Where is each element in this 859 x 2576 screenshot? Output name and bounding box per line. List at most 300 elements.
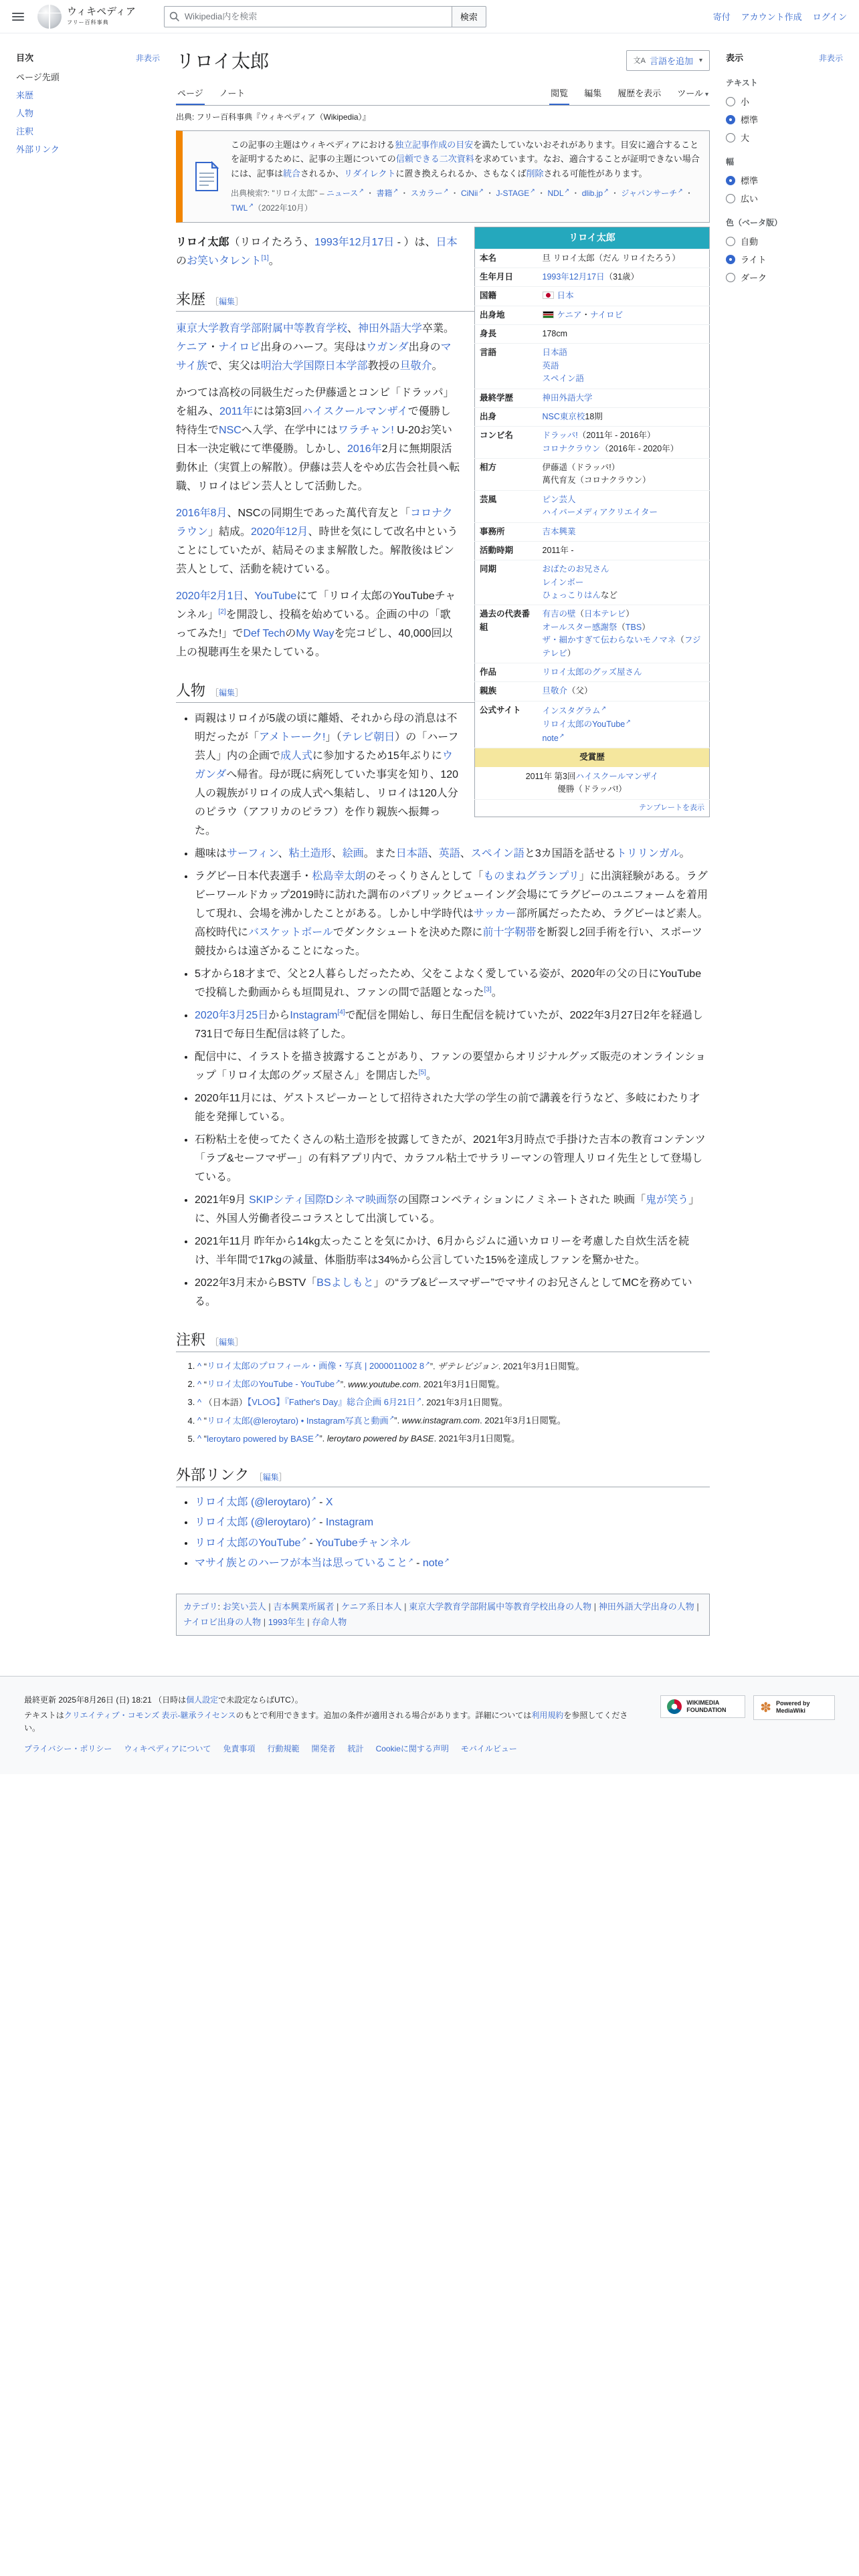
link[interactable]: テレビ朝日 (341, 731, 395, 743)
text: で、実父は (207, 360, 261, 372)
appearance-option[interactable] (726, 232, 843, 250)
toc-item[interactable]: 人物 (16, 108, 34, 118)
external-link[interactable]: ジャパンサーチ ↗ (621, 189, 682, 198)
appearance-option-label: 大 (741, 133, 750, 143)
mediawiki-logo-icon: ✽ (760, 1700, 771, 1715)
link[interactable]: ^ (197, 1379, 202, 1390)
text: 優勝（ドラッパ!） (557, 784, 627, 794)
infobox-value (538, 522, 710, 541)
text: ”. (319, 1433, 327, 1444)
appearance-option[interactable] (726, 268, 843, 286)
toc-item[interactable]: 注釈 (16, 126, 34, 136)
text: ・ (363, 189, 377, 199)
text: へ帰省。母が既に病死していた事実を知り、120人の親族がリロイの成人式へ集結し、リロイは120人分のピラウ（アフリカのピラフ）を作り親族へ振舞った。 (195, 768, 459, 837)
infobox (474, 227, 710, 818)
link[interactable]: Instagram (290, 1009, 338, 1021)
text: 5才から18才まで、父と2人暮らしだったため、父をこよなく愛している姿が、2020年の父の日にYouTubeで投稿した動画からも垣間見れ、ファンの間で話題となった (195, 968, 702, 998)
last-updated-line (24, 1694, 640, 1707)
link[interactable]: NSC東京校 (542, 411, 585, 421)
external-link[interactable]: リロイ太郎のプロフィール・画像・写真 | 2000011002 8 ↗ (207, 1361, 430, 1371)
chevron-down-icon: ▾ (698, 56, 702, 64)
text: 2021年9月 (195, 1194, 249, 1206)
link[interactable]: 日本 (436, 236, 458, 248)
text: を開設し、投稿を始めている。企画の中の「歌ってみた!」で (176, 609, 451, 639)
text: 2020年11月には、ゲストスピーカーとして招待された大学の学生の前で講義を行うなど、多岐にわたり才能を発揮している。 (195, 1092, 700, 1123)
list-item (195, 1006, 710, 1044)
external-link[interactable]: note ↗ (543, 734, 565, 743)
link[interactable]: YouTubeチャンネル (315, 1537, 411, 1549)
link[interactable]: ナイロビ (590, 310, 624, 320)
radio-button[interactable] (726, 133, 735, 142)
link[interactable]: バスケットボール (248, 926, 333, 938)
jp-flag-icon (543, 292, 554, 299)
text: の (176, 255, 187, 267)
external-link[interactable]: NDL ↗ (548, 189, 570, 198)
link[interactable]: YouTube (254, 590, 297, 602)
article-tab-bar (176, 82, 710, 106)
text: ・ (682, 189, 693, 199)
tab[interactable]: ノート (219, 88, 246, 98)
search-bar (164, 6, 486, 27)
appearance-group-label: テキスト (726, 78, 758, 88)
link[interactable]: X (325, 1496, 333, 1508)
infobox-label: 芸風 (475, 490, 538, 522)
section-heading: 注釈 (176, 1331, 206, 1348)
text: . 2021年3月1日閲覧。 (480, 1415, 566, 1426)
link[interactable]: 成人式 (280, 750, 313, 762)
link[interactable]: コロナクラウン (176, 507, 453, 538)
mediawiki-badge[interactable] (753, 1695, 835, 1720)
toc-item[interactable]: ページ先頭 (16, 72, 60, 82)
appearance-option[interactable] (726, 171, 843, 189)
infobox-label: 国籍 (475, 287, 538, 306)
reference-marker[interactable] (262, 255, 269, 262)
link[interactable]: SKIPシティ国際Dシネマ映画祭 (248, 1194, 398, 1206)
footer-link[interactable]: 開発者 (311, 1744, 336, 1754)
appearance-option[interactable] (726, 92, 843, 110)
text: のもとで利用できます。追加の条件が適用される場合があります。詳細については (235, 1710, 532, 1720)
external-link[interactable]: リロイ太郎 (@leroytaro) ↗ (195, 1497, 316, 1508)
link[interactable]: 神田外語大学 (542, 393, 593, 403)
link[interactable]: 削除 (526, 168, 544, 179)
link[interactable]: 東京大学教育学部附属中等教育学校 (176, 322, 348, 334)
toc-title: 目次 (16, 53, 34, 63)
infobox-value (538, 682, 710, 701)
text: 」結成。 (208, 526, 252, 538)
link[interactable]: 12月17日 (349, 236, 395, 248)
text: 、NSCの同期生であった萬代育友と「 (227, 507, 411, 519)
link[interactable]: お笑いタレント (187, 255, 262, 267)
text: （リロイたろう、 (229, 236, 315, 248)
infobox-label: 過去の代表番組 (475, 605, 538, 663)
link[interactable]: Instagram (325, 1517, 374, 1529)
text: される可能性があります。 (543, 168, 648, 179)
link[interactable]: My Way (296, 627, 335, 639)
award-header: 受賞歴 (475, 748, 710, 767)
italic-text: leroytaro powered by BASE (326, 1433, 434, 1444)
radio-button[interactable] (726, 115, 735, 124)
link[interactable]: ケニア (557, 310, 582, 320)
link[interactable]: ハイパーメディアクリエイター (542, 508, 658, 518)
list-item (195, 1191, 710, 1228)
category-link[interactable]: ナイロビ出身の人物 (183, 1617, 262, 1628)
infobox-label: 本名 (475, 249, 538, 267)
header-link[interactable]: ログイン (812, 12, 847, 22)
external-link[interactable]: 【VLOG】『Father's Day』総合企画 6月21日 ↗ (248, 1397, 421, 1407)
reference-link[interactable]: [2] (218, 608, 226, 616)
appearance-option[interactable] (726, 250, 843, 268)
radio-button[interactable] (726, 255, 735, 264)
link[interactable]: 英語 (542, 360, 559, 370)
text: - (306, 1537, 316, 1549)
link[interactable]: ひょっこりはん (542, 591, 601, 601)
external-link[interactable]: CiNii ↗ (461, 189, 484, 198)
external-link[interactable]: 書籍 ↗ (376, 189, 398, 198)
text: のそっくりさんとして「 (365, 870, 484, 882)
text: この記事の主題はウィキペディアにおける (231, 140, 395, 150)
category-label[interactable]: カテゴリ (183, 1601, 218, 1612)
text: 2011年 第3回 (525, 771, 576, 781)
tab[interactable]: 閲覧 (549, 82, 569, 105)
reference-marker[interactable] (419, 1069, 426, 1077)
text: など (601, 591, 618, 601)
text: 」に、外国人労働者役ニコラスとして出演している。 (195, 1194, 700, 1224)
link[interactable]: ウガンダ (366, 341, 409, 353)
category-link[interactable]: 吉本興業所属者 (273, 1601, 335, 1612)
external-link[interactable]: リロイ太郎のYouTube - YouTube ↗ (207, 1379, 341, 1389)
link[interactable]: リダイレクト (344, 168, 396, 179)
separator: | (334, 1601, 341, 1612)
link[interactable]: コロナクラウン (542, 443, 601, 453)
text: ・ (207, 341, 219, 353)
link[interactable]: 1993年 (314, 236, 349, 248)
external-link[interactable]: note ↗ (423, 1558, 450, 1569)
text: ”. (430, 1361, 438, 1372)
appearance-option-label: 標準 (741, 115, 759, 125)
footer-link[interactable]: プライバシー・ポリシー (24, 1744, 112, 1754)
reference-marker[interactable] (337, 1009, 345, 1016)
text: 」に出演経験がある。ラグビーワールドカップ2019時に訪れた調布のパブリックビューイング会場にてラグビーのユニフォームを着用して現れ、会場を沸かしたことがある。しかし中学時代は (195, 870, 708, 920)
link[interactable]: Def Tech (243, 627, 286, 639)
link[interactable]: 神田外語大学 (358, 322, 423, 334)
text: 卒業。 (422, 322, 455, 334)
text: 配信中に、イラストを描き披露することがあり、ファンの要望からオリジナルグッズ販売のオンラインショップ「リロイ太郎のグッズ屋さん」を開店した (195, 1051, 706, 1081)
link[interactable]: クリエイティブ・コモンズ 表示-継承ライセンス (64, 1710, 236, 1720)
text: を満たしていないおそれがあります。目安に適合することを証明するために、記事の主題についての (231, 140, 699, 165)
external-link[interactable]: J-STAGE ↗ (496, 189, 535, 198)
appearance-option-label: ダーク (741, 273, 767, 283)
link[interactable]: ドラッパ! (542, 431, 578, 441)
footer-link[interactable]: 統計 (347, 1744, 364, 1754)
reference-item (197, 1395, 710, 1410)
appearance-option-label: 標準 (741, 176, 759, 186)
link[interactable]: ピン芸人 (542, 494, 576, 504)
link[interactable]: 2016年8月 (176, 507, 227, 519)
link[interactable]: 明治大学国際日本学部 (260, 360, 368, 372)
text: 2021年11月 昨年から14kg太ったことを気にかけ、6月からジムに通いカロリーを考慮した自炊生活を続け、半年間で17kgの減量、体脂肪率は34%から公言していた15%を達成しファンを驚かせた。 (195, 1235, 689, 1266)
link[interactable]: ^ (197, 1397, 202, 1408)
link[interactable]: 吉本興業 (542, 526, 576, 536)
category-link[interactable]: 存命人物 (312, 1617, 347, 1628)
radio-button[interactable] (726, 237, 735, 246)
link[interactable]: TBS (625, 622, 642, 632)
text: （2016年 - 2020年） (600, 443, 679, 453)
link[interactable]: アメトーーク! (259, 731, 326, 743)
link[interactable]: おばたのお兄さん (542, 564, 609, 574)
infobox-row (475, 407, 710, 426)
header-link[interactable]: アカウント作成 (741, 12, 802, 22)
link[interactable]: トリリンガル (615, 847, 680, 859)
link[interactable]: 1993年12月17日 (542, 272, 605, 282)
footer-link[interactable]: 免責事項 (223, 1744, 256, 1754)
link[interactable]: 2020年12月 (251, 526, 308, 538)
text: “ (201, 1361, 207, 1372)
link[interactable]: ザ・細かすぎて伝わらないモノマネ (542, 635, 676, 645)
external-link[interactable]: リロイ太郎 (@leroytaro) ↗ (195, 1517, 316, 1528)
link[interactable]: 2020年3月25日 (195, 1009, 269, 1021)
appearance-option[interactable] (726, 128, 843, 146)
infobox-value (538, 605, 710, 663)
text: 出典検索?: "リロイ太郎" – (231, 189, 326, 199)
text: ） (567, 648, 576, 658)
infobox-row (475, 459, 710, 491)
tab[interactable]: 履歴を表示 (617, 88, 662, 98)
separator: | (401, 1601, 409, 1612)
link[interactable]: スペイン語 (542, 374, 585, 384)
category-link[interactable]: 東京大学教育学部附属中等教育学校出身の人物 (409, 1601, 592, 1612)
text: 旦 リロイ太郎（だん リロイたろう） (542, 253, 680, 263)
link[interactable]: 利用規約 (531, 1710, 564, 1720)
link[interactable]: ^ (197, 1415, 202, 1426)
infobox-footer-row (475, 800, 710, 817)
text: かつては高校の同級生だった伊藤遥とコンビ「ドラッパ」を組み、 (176, 387, 454, 417)
footer-links (24, 1743, 640, 1754)
link[interactable]: ハイスクールマンザイ (302, 405, 408, 417)
link[interactable]: ナイロビ (218, 341, 261, 353)
text: ・ (569, 189, 582, 199)
infobox-label: 活動時期 (475, 541, 538, 560)
link[interactable]: レインボー (542, 577, 584, 587)
link[interactable]: サッカー (473, 907, 516, 920)
infobox-value (538, 427, 710, 459)
link[interactable]: 日本語 (542, 348, 568, 358)
infobox-row (475, 267, 710, 286)
link[interactable]: 独立記事作成の目安 (395, 140, 474, 150)
header-link[interactable]: 寄付 (712, 12, 731, 22)
external-link[interactable]: ニュース ↗ (326, 189, 364, 198)
footer-link[interactable]: ウィキペディアについて (124, 1744, 211, 1754)
text: 」（ (325, 731, 342, 743)
infobox-value (538, 325, 710, 344)
edit-section-link[interactable]: 編集 (219, 687, 235, 697)
category-link[interactable]: お笑い芸人 (222, 1601, 266, 1612)
link[interactable]: ウガンダ (195, 750, 453, 780)
external-link[interactable]: TWL ↗ (231, 203, 254, 213)
external-link[interactable]: マサイ族とのハーフが本当は思っていること ↗ (195, 1558, 413, 1569)
category-links (176, 1594, 710, 1636)
edit-section-link[interactable]: 編集 (219, 1337, 235, 1347)
link[interactable]: BSよしもと (316, 1277, 374, 1289)
external-link-item (195, 1535, 710, 1552)
add-language-button[interactable] (626, 50, 710, 71)
text: の (285, 627, 296, 639)
link[interactable]: スペイン語 (470, 847, 524, 859)
external-link[interactable]: dlib.jp ↗ (582, 189, 609, 198)
language-icon: 文A (633, 57, 646, 65)
infobox-value (538, 490, 710, 522)
search-button[interactable]: 検索 (452, 6, 486, 27)
text: から (268, 1009, 290, 1021)
external-link[interactable]: リロイ太郎のYouTube ↗ (195, 1537, 306, 1549)
link[interactable]: 前十字靭帯 (482, 926, 537, 938)
link[interactable]: フジテレビ (542, 635, 701, 658)
link[interactable]: NSC (219, 424, 242, 436)
wikimedia-foundation-badge[interactable] (660, 1695, 745, 1719)
category-link[interactable]: 神田外語大学出身の人物 (598, 1601, 694, 1612)
text: を断裂し2回手術を行い、スポーツ競技からは遠ざかることになった。 (195, 926, 702, 957)
text: に参加するため15年ぶりに (312, 750, 442, 762)
reference-marker[interactable] (484, 986, 492, 994)
footer-link[interactable]: Cookieに関する声明 (375, 1744, 449, 1754)
link[interactable]: 日本語 (395, 847, 428, 859)
header-user-links (713, 10, 847, 23)
link[interactable]: 鬼が笑う (646, 1194, 689, 1206)
appearance-panel (726, 47, 843, 1636)
link[interactable]: ^ (197, 1361, 202, 1372)
link[interactable]: リロイ太郎のグッズ屋さん (542, 667, 642, 677)
external-link[interactable]: leroytaro powered by BASE ↗ (207, 1434, 319, 1444)
toc-list (16, 68, 160, 158)
content-layout (0, 33, 859, 1636)
reference-link[interactable]: [3] (484, 986, 492, 994)
link[interactable]: 日本テレビ (584, 609, 626, 619)
link[interactable]: 有吉の壁 (542, 609, 576, 619)
list-item (195, 845, 710, 863)
link[interactable]: 個人設定 (186, 1695, 219, 1705)
tab[interactable]: ツール ▾ (677, 88, 708, 98)
show-template-link[interactable]: テンプレートを表示 (638, 804, 704, 813)
radio-button[interactable] (726, 194, 735, 203)
text: ・ (448, 189, 461, 199)
text: “ (201, 1433, 207, 1444)
wikimedia-badge-label: WIKIMEDIA FOUNDATION (686, 1699, 727, 1713)
tab[interactable]: ページ (176, 82, 205, 105)
text: - (316, 1517, 326, 1529)
category-link[interactable]: 1993年生 (268, 1617, 305, 1628)
infobox-label: 出身地 (475, 306, 538, 324)
link[interactable]: 松島幸太朗 (312, 870, 366, 882)
toc-hide-button[interactable]: 非表示 (135, 53, 160, 63)
link[interactable]: ケニア (176, 341, 208, 353)
menu-icon[interactable] (12, 10, 24, 23)
appearance-option[interactable] (726, 110, 843, 128)
text: には第3回 (253, 405, 302, 417)
toc-item[interactable]: 来歴 (16, 90, 34, 100)
infobox-value (538, 249, 710, 267)
link[interactable]: サーフィン (227, 847, 278, 859)
reference-link[interactable]: [5] (418, 1069, 426, 1077)
infobox-row (475, 522, 710, 541)
external-link[interactable]: スカラー ↗ (411, 189, 449, 198)
link[interactable]: 2016年 (347, 443, 382, 455)
footer-link[interactable]: モバイルビュー (460, 1744, 517, 1754)
wikipedia-logo[interactable] (37, 5, 136, 29)
appearance-group-label: 幅 (726, 157, 735, 167)
link[interactable]: 2020年2月1日 (176, 590, 244, 602)
radio-button[interactable] (726, 97, 735, 106)
link[interactable]: オールスター感謝祭 (542, 622, 617, 632)
edit-section-link[interactable]: 編集 (262, 1472, 279, 1482)
text: “ (201, 1415, 207, 1426)
appearance-option-label: ライト (741, 255, 767, 265)
text: 18期 (585, 411, 603, 421)
radio-button[interactable] (726, 273, 735, 282)
text: と3カ国語を話せる (524, 847, 616, 859)
link[interactable]: 信頼できる二次資料 (395, 154, 474, 165)
text: U-20お笑い日本一決定戦にて準優勝。しかし、 (176, 424, 452, 455)
category-link[interactable]: ケニア系日本人 (341, 1601, 402, 1612)
external-link[interactable]: リロイ太郎のYouTube ↗ (543, 720, 631, 729)
text: . 2021年3月1日閲覧。 (498, 1361, 585, 1372)
link[interactable]: ^ (197, 1433, 202, 1444)
infobox-label: 同期 (475, 560, 538, 605)
tab[interactable]: 編集 (584, 88, 602, 98)
section-heading: 外部リンク (176, 1466, 250, 1483)
appearance-option[interactable] (726, 189, 843, 207)
wikipedia-globe-icon (37, 5, 62, 29)
link[interactable]: 英語 (438, 847, 460, 859)
section-heading: 人物 (176, 681, 206, 699)
appearance-hide-button[interactable]: 非表示 (818, 53, 843, 63)
link[interactable]: ワラチャン! (337, 424, 394, 436)
link[interactable]: マサイ族 (176, 341, 452, 372)
radio-button[interactable] (726, 176, 735, 185)
infobox-value (538, 663, 710, 681)
link[interactable]: ものまねグランプリ (483, 870, 579, 882)
license-line (24, 1709, 640, 1735)
appearance-option-label: 自動 (741, 237, 759, 247)
separator: | (266, 1601, 274, 1612)
edit-section-link[interactable]: 編集 (219, 296, 235, 306)
text: されるか、 (300, 168, 345, 179)
link[interactable]: 日本 (557, 291, 574, 301)
reference-link[interactable]: [4] (337, 1008, 345, 1016)
infobox-label: 作品 (475, 663, 538, 681)
link[interactable]: 絵画 (342, 847, 364, 859)
reference-item (197, 1431, 710, 1446)
text: ”. (394, 1415, 402, 1426)
link[interactable]: ハイスクールマンザイ (575, 771, 659, 781)
link[interactable]: 粘土造形 (288, 847, 332, 859)
text: 、時世を気にして改名中ということにしていたが、結局そのまま解散した。解散後はピン芸人として、活動を続けている。 (176, 526, 458, 575)
link[interactable]: 2011年 (219, 405, 254, 417)
namespace-tabs (176, 82, 246, 105)
search-input[interactable] (164, 6, 452, 27)
footer-link[interactable]: 行動規範 (267, 1744, 300, 1754)
external-link[interactable]: リロイ太郎(@leroytaro) • Instagram写真と動画 ↗ (207, 1416, 394, 1426)
infobox-row (475, 325, 710, 344)
reference-link[interactable]: [1] (261, 254, 269, 262)
infobox-row (475, 287, 710, 306)
toc-item[interactable]: 外部リンク (16, 144, 60, 154)
link[interactable]: 旦敬介 (399, 360, 432, 372)
external-link[interactable]: インスタグラム ↗ (543, 706, 607, 716)
site-header (0, 0, 859, 33)
link[interactable]: 統合 (283, 168, 301, 179)
infobox-title: リロイ太郎 (475, 227, 710, 249)
link[interactable]: 旦敬介 (542, 686, 568, 696)
reference-marker[interactable] (219, 609, 226, 616)
